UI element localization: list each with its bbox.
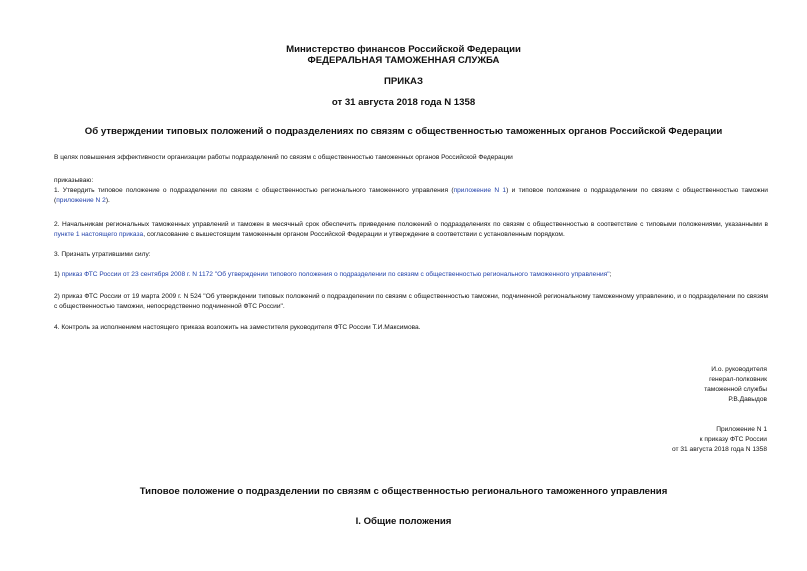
paragraph-2 — [54, 220, 768, 239]
paragraph-3: 3. Признать утратившими силу: — [54, 251, 151, 258]
paragraph-1 — [54, 186, 768, 205]
section-title: I. Общие положения — [355, 516, 452, 527]
signature-line-3: таможенной службы — [704, 386, 767, 393]
link-order-1172[interactable]: приказ ФТС России от 23 сентября 2008 г. N 1172 "Об утверждении типового положения о подразделении по связям с общественностью регионального таможенного управления" — [61, 271, 610, 278]
p2-text-a: 2. Начальникам региональных таможенных управлений и таможен в месячный срок обеспечить приведение положений о подразделениях по связям с общественностью в соответствие с типовыми положениями, указанными в — [54, 221, 768, 228]
signature-line-2: генерал-полковник — [709, 376, 767, 383]
p1-text-b: ) и типовое положение о подразделении по связям с общественностью таможни ( — [54, 187, 768, 204]
p2-text-b: , согласование с вышестоящим таможенным органом Российской Федерации и утверждение в соответствии с установленным порядком. — [143, 230, 565, 238]
p3-1-text-a: 1) — [54, 271, 62, 278]
appendix-header — [672, 425, 767, 455]
preamble-text: В целях повышения эффективности организации работы подразделений по связям с общественностью таможенных органов Российской Федерации — [54, 154, 513, 161]
doc-date: от 31 августа 2018 года N 1358 — [331, 97, 476, 108]
p3-1-text-b: ; — [609, 271, 612, 278]
service-name: ФЕДЕРАЛЬНАЯ ТАМОЖЕННАЯ СЛУЖБА — [307, 55, 500, 66]
link-point-1[interactable]: пункте 1 настоящего приказа — [54, 230, 144, 238]
signature-block — [704, 365, 767, 405]
appendix-line-3: от 31 августа 2018 года N 1358 — [672, 446, 767, 453]
paragraph-4: 4. Контроль за исполнением настоящего приказа возложить на заместителя руководителя ФТС России Т.И.Максимова. — [54, 324, 421, 331]
link-appendix-1[interactable]: приложение N 1 — [453, 187, 507, 194]
p1-text-c: ). — [105, 196, 110, 204]
appendix-line-2: к приказу ФТС России — [699, 436, 767, 443]
p1-text-a: 1. Утвердить типовое положение о подразделении по связям с общественностью регионального таможенного управления ( — [54, 187, 454, 194]
doc-type: ПРИКАЗ — [384, 76, 423, 87]
signature-line-1: И.о. руководителя — [711, 366, 767, 373]
doc-title: Об утверждении типовых положений о подразделениях по связям с общественностью таможенных органов Российской Федерации — [84, 126, 723, 137]
appendix-line-1: Приложение N 1 — [716, 426, 767, 433]
order-word: приказываю: — [54, 177, 94, 184]
paragraph-3-1 — [54, 270, 768, 280]
ministry-name: Министерство финансов Российской Федерации — [286, 44, 521, 55]
preamble — [54, 153, 768, 163]
appendix-title: Типовое положение о подразделении по связям с общественностью регионального таможенного управления — [139, 486, 668, 497]
signature-line-4: Р.В.Давыдов — [728, 396, 767, 403]
paragraph-3-2: 2) приказ ФТС России от 19 марта 2009 г. N 524 "Об утверждении типовых положений о подразделении по связям с общественностью таможни, подчиненной региональному таможенному управлению, и о подразделении по связям с общественностью таможни, непосредственно подчиненной ФТС России". — [54, 293, 768, 310]
link-appendix-2[interactable]: приложение N 2 — [56, 196, 106, 204]
